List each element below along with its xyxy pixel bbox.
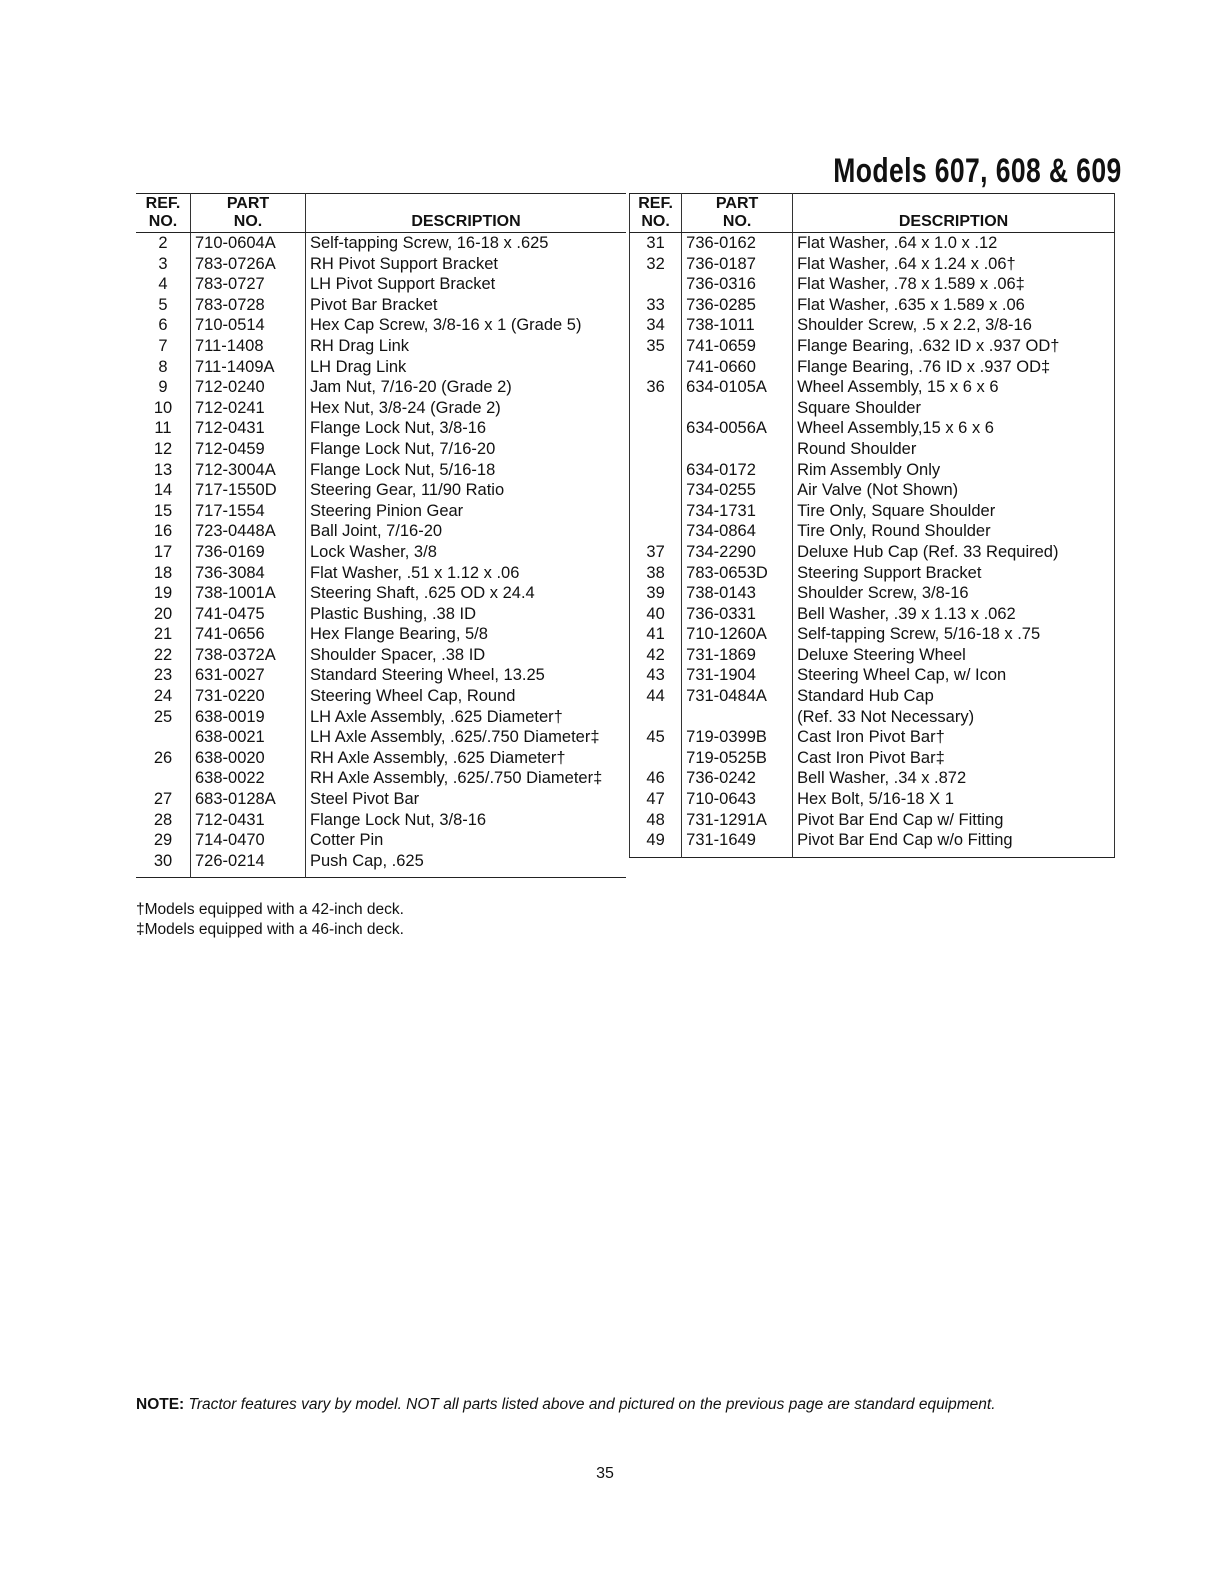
- part-no-cell: 712-3004A: [191, 460, 306, 481]
- description-cell: Deluxe Steering Wheel: [797, 645, 966, 664]
- ref-no-cell: 19: [136, 583, 191, 604]
- description-cell: Flat Washer, .78 x 1.589 x .06‡: [797, 275, 1025, 294]
- part-no-cell: 738-0143: [682, 583, 793, 604]
- part-no-cell: 731-0220: [191, 686, 306, 707]
- ref-no-cell: [136, 727, 191, 748]
- description-header: DESCRIPTION: [793, 194, 1115, 233]
- description-cell: Flange Lock Nut, 5/16-18: [310, 460, 496, 479]
- note-label: NOTE:: [136, 1396, 185, 1413]
- table-row: [630, 810, 1115, 831]
- part-no-cell: 710-1260A: [682, 624, 793, 645]
- part-no-cell: 711-1408: [191, 336, 306, 357]
- ref-no-cell: 28: [136, 810, 191, 831]
- description-cell: Steering Pinion Gear: [310, 501, 464, 520]
- part-no-cell: 738-1011: [682, 315, 793, 336]
- description-cell: Tire Only, Round Shoulder: [797, 522, 991, 541]
- description-cell: Ball Joint, 7/16-20: [310, 522, 443, 541]
- part-no-cell: 736-3084: [191, 563, 306, 584]
- table-row: [630, 768, 1115, 789]
- description-cell: RH Axle Assembly, .625 Diameter†: [310, 748, 566, 767]
- ref-no-cell: [630, 480, 682, 501]
- table-row: [630, 501, 1115, 522]
- description-cell: Square Shoulder: [797, 398, 921, 417]
- table-row: [136, 789, 626, 810]
- ref-no-cell: [630, 439, 682, 460]
- description-cell: Cotter Pin: [310, 831, 384, 850]
- part-no-cell: 736-0331: [682, 604, 793, 625]
- ref-no-cell: 15: [136, 501, 191, 522]
- ref-no-cell: 23: [136, 665, 191, 686]
- ref-no-cell: 25: [136, 707, 191, 728]
- ref-no-cell: 27: [136, 789, 191, 810]
- ref-no-cell: 13: [136, 460, 191, 481]
- description-cell: Hex Bolt, 5/16-18 X 1: [797, 790, 954, 809]
- part-no-cell: [682, 439, 793, 460]
- table-header-row: [630, 194, 1115, 233]
- table-row: [136, 768, 626, 789]
- table-row: [630, 398, 1115, 419]
- part-no-cell: 741-0475: [191, 604, 306, 625]
- footnote-46-inch-deck: ‡Models equipped with a 46-inch deck.: [136, 921, 404, 938]
- part-no-header: PART NO.: [191, 194, 306, 233]
- description-cell: Steering Wheel Cap, Round: [310, 687, 516, 706]
- part-no-cell: 638-0021: [191, 727, 306, 748]
- description-cell: (Ref. 33 Not Necessary): [797, 707, 975, 726]
- table-row: [630, 233, 1115, 254]
- part-no-cell: 738-1001A: [191, 583, 306, 604]
- part-no-cell: 712-0241: [191, 398, 306, 419]
- ref-no-cell: 31: [630, 233, 682, 254]
- ref-no-cell: [136, 768, 191, 789]
- description-cell: Flange Bearing, .632 ID x .937 OD†: [797, 336, 1060, 355]
- description-cell: LH Pivot Support Bracket: [310, 275, 496, 294]
- table-row: [630, 418, 1115, 439]
- page-title: Models 607, 608 & 609: [833, 152, 1122, 190]
- part-no-cell: 736-0316: [682, 274, 793, 295]
- table-row: [136, 377, 626, 398]
- part-no-cell: 683-0128A: [191, 789, 306, 810]
- part-no-cell: 734-1731: [682, 501, 793, 522]
- table-row: [630, 830, 1115, 857]
- part-no-cell: 731-0484A: [682, 686, 793, 707]
- part-no-cell: 638-0022: [191, 768, 306, 789]
- part-no-cell: 734-0255: [682, 480, 793, 501]
- ref-no-cell: 32: [630, 254, 682, 275]
- ref-no-cell: 48: [630, 810, 682, 831]
- ref-no-cell: 37: [630, 542, 682, 563]
- part-no-cell: 710-0643: [682, 789, 793, 810]
- ref-no-cell: 18: [136, 563, 191, 584]
- part-no-cell: 711-1409A: [191, 357, 306, 378]
- table-row: [630, 563, 1115, 584]
- table-row: [136, 748, 626, 769]
- table-row: [630, 521, 1115, 542]
- description-cell: Air Valve (Not Shown): [797, 481, 959, 500]
- table-row: [630, 460, 1115, 481]
- table-row: [136, 624, 626, 645]
- description-cell: Push Cap, .625: [310, 851, 424, 870]
- footnotes: [136, 900, 404, 940]
- part-no-cell: 710-0514: [191, 315, 306, 336]
- part-no-cell: 783-0653D: [682, 563, 793, 584]
- ref-no-cell: 7: [136, 336, 191, 357]
- ref-no-cell: 9: [136, 377, 191, 398]
- ref-no-header: REF. NO.: [630, 194, 682, 233]
- ref-no-cell: 10: [136, 398, 191, 419]
- table-row: [136, 336, 626, 357]
- part-no-cell: 634-0056A: [682, 418, 793, 439]
- table-row: [136, 830, 626, 851]
- table-row: [630, 357, 1115, 378]
- description-cell: Pivot Bar Bracket: [310, 295, 438, 314]
- table-row: [136, 727, 626, 748]
- footnote-42-inch-deck: †Models equipped with a 42-inch deck.: [136, 901, 404, 918]
- table-row: [136, 810, 626, 831]
- description-cell: Deluxe Hub Cap (Ref. 33 Required): [797, 542, 1059, 561]
- equipment-note: [136, 1396, 996, 1414]
- description-cell: Shoulder Screw, 3/8-16: [797, 584, 969, 603]
- description-cell: Round Shoulder: [797, 439, 917, 458]
- ref-no-cell: 21: [136, 624, 191, 645]
- description-cell: Flat Washer, .635 x 1.589 x .06: [797, 295, 1025, 314]
- ref-no-cell: 38: [630, 563, 682, 584]
- part-no-cell: 631-0027: [191, 665, 306, 686]
- description-header: DESCRIPTION: [306, 194, 627, 233]
- part-no-cell: 634-0105A: [682, 377, 793, 398]
- part-no-header: PART NO.: [682, 194, 793, 233]
- table-row: [136, 604, 626, 625]
- ref-no-cell: 46: [630, 768, 682, 789]
- part-no-cell: 714-0470: [191, 830, 306, 851]
- part-no-cell: 731-1649: [682, 830, 793, 857]
- ref-no-cell: 44: [630, 686, 682, 707]
- part-no-cell: 731-1869: [682, 645, 793, 666]
- ref-no-cell: [630, 521, 682, 542]
- part-no-cell: 731-1291A: [682, 810, 793, 831]
- table-row: [136, 295, 626, 316]
- table-row: [630, 789, 1115, 810]
- note-text: Tractor features vary by model. NOT all parts listed above and pictured on the previous page are standard equipment.: [188, 1396, 996, 1413]
- description-cell: Cast Iron Pivot Bar‡: [797, 748, 945, 767]
- ref-no-cell: 12: [136, 439, 191, 460]
- part-no-cell: 634-0172: [682, 460, 793, 481]
- description-cell: Flange Lock Nut, 7/16-20: [310, 439, 496, 458]
- ref-no-cell: 3: [136, 254, 191, 275]
- ref-no-cell: 20: [136, 604, 191, 625]
- table-row: [136, 254, 626, 275]
- description-cell: LH Axle Assembly, .625 Diameter†: [310, 707, 563, 726]
- description-cell: Jam Nut, 7/16-20 (Grade 2): [310, 378, 512, 397]
- description-cell: Flange Lock Nut, 3/8-16: [310, 810, 487, 829]
- table-row: [136, 315, 626, 336]
- description-cell: Self-tapping Screw, 5/16-18 x .75: [797, 625, 1041, 644]
- description-cell: Cast Iron Pivot Bar†: [797, 728, 945, 747]
- parts-table-right: [629, 193, 1115, 858]
- table-row: [136, 357, 626, 378]
- ref-no-cell: 43: [630, 665, 682, 686]
- part-no-cell: 712-0431: [191, 810, 306, 831]
- part-no-cell: 736-0169: [191, 542, 306, 563]
- table-row: [630, 295, 1115, 316]
- description-cell: Self-tapping Screw, 16-18 x .625: [310, 234, 549, 252]
- description-cell: Steering Support Bracket: [797, 563, 982, 582]
- description-cell: Pivot Bar End Cap w/ Fitting: [797, 810, 1004, 829]
- ref-no-cell: 8: [136, 357, 191, 378]
- table-row: [136, 274, 626, 295]
- part-no-cell: 717-1554: [191, 501, 306, 522]
- part-no-cell: 741-0659: [682, 336, 793, 357]
- ref-no-cell: 29: [136, 830, 191, 851]
- table-row: [630, 315, 1115, 336]
- table-row: [630, 665, 1115, 686]
- table-row: [630, 377, 1115, 398]
- description-cell: Tire Only, Square Shoulder: [797, 501, 996, 520]
- part-no-cell: 638-0020: [191, 748, 306, 769]
- parts-table-left: [136, 193, 626, 878]
- part-no-cell: [682, 398, 793, 419]
- ref-no-cell: 36: [630, 377, 682, 398]
- table-row: [630, 583, 1115, 604]
- description-cell: Flat Washer, .51 x 1.12 x .06: [310, 563, 520, 582]
- ref-no-cell: 22: [136, 645, 191, 666]
- table-row: [630, 274, 1115, 295]
- ref-no-cell: [630, 357, 682, 378]
- ref-no-cell: 17: [136, 542, 191, 563]
- part-no-cell: 712-0240: [191, 377, 306, 398]
- ref-no-cell: [630, 398, 682, 419]
- description-cell: Lock Washer, 3/8: [310, 542, 437, 561]
- table-row: [630, 336, 1115, 357]
- description-cell: Rim Assembly Only: [797, 460, 941, 479]
- part-no-cell: 726-0214: [191, 851, 306, 878]
- ref-no-cell: 35: [630, 336, 682, 357]
- table-row: [136, 563, 626, 584]
- table-row: [630, 748, 1115, 769]
- part-no-cell: 734-2290: [682, 542, 793, 563]
- part-no-cell: 741-0660: [682, 357, 793, 378]
- ref-no-cell: 34: [630, 315, 682, 336]
- description-cell: Pivot Bar End Cap w/o Fitting: [797, 831, 1013, 850]
- part-no-cell: 736-0242: [682, 768, 793, 789]
- part-no-cell: 719-0525B: [682, 748, 793, 769]
- description-cell: Steering Shaft, .625 OD x 24.4: [310, 584, 535, 603]
- ref-no-cell: 49: [630, 830, 682, 857]
- part-no-cell: 734-0864: [682, 521, 793, 542]
- ref-no-cell: [630, 501, 682, 522]
- ref-no-cell: [630, 460, 682, 481]
- ref-no-cell: 11: [136, 418, 191, 439]
- table-row: [136, 542, 626, 563]
- table-row: [136, 665, 626, 686]
- table-row: [630, 707, 1115, 728]
- ref-no-header: REF. NO.: [136, 194, 191, 233]
- description-cell: RH Drag Link: [310, 336, 410, 355]
- ref-no-cell: 16: [136, 521, 191, 542]
- description-cell: Flat Washer, .64 x 1.24 x .06†: [797, 254, 1016, 273]
- table-row: [136, 707, 626, 728]
- ref-no-cell: 30: [136, 851, 191, 878]
- ref-no-cell: 41: [630, 624, 682, 645]
- description-cell: Hex Cap Screw, 3/8-16 x 1 (Grade 5): [310, 316, 582, 335]
- table-row: [136, 686, 626, 707]
- ref-no-cell: 5: [136, 295, 191, 316]
- table-row: [136, 480, 626, 501]
- ref-no-cell: 39: [630, 583, 682, 604]
- part-no-cell: 710-0604A: [191, 233, 306, 254]
- ref-no-cell: [630, 707, 682, 728]
- description-cell: Shoulder Screw, .5 x 2.2, 3/8-16: [797, 316, 1032, 335]
- table-row: [136, 521, 626, 542]
- description-cell: Wheel Assembly,15 x 6 x 6: [797, 419, 994, 438]
- table-row: [136, 398, 626, 419]
- table-row: [136, 501, 626, 522]
- part-no-cell: 723-0448A: [191, 521, 306, 542]
- table-header-row: [136, 194, 626, 233]
- description-cell: Flat Washer, .64 x 1.0 x .12: [797, 234, 998, 252]
- table-row: [630, 254, 1115, 275]
- description-cell: Hex Nut, 3/8-24 (Grade 2): [310, 398, 501, 417]
- ref-no-cell: 40: [630, 604, 682, 625]
- table-row: [136, 418, 626, 439]
- ref-no-cell: 24: [136, 686, 191, 707]
- description-cell: Hex Flange Bearing, 5/8: [310, 625, 488, 644]
- part-no-cell: 731-1904: [682, 665, 793, 686]
- part-no-cell: 783-0728: [191, 295, 306, 316]
- table-row: [136, 645, 626, 666]
- description-cell: Bell Washer, .34 x .872: [797, 769, 967, 788]
- description-cell: Flange Bearing, .76 ID x .937 OD‡: [797, 357, 1051, 376]
- ref-no-cell: 14: [136, 480, 191, 501]
- table-row: [630, 542, 1115, 563]
- description-cell: Standard Steering Wheel, 13.25: [310, 666, 545, 685]
- ref-no-cell: [630, 748, 682, 769]
- description-cell: Standard Hub Cap: [797, 687, 934, 706]
- table-row: [630, 624, 1115, 645]
- ref-no-cell: [630, 274, 682, 295]
- table-row: [630, 645, 1115, 666]
- table-row: [630, 604, 1115, 625]
- description-cell: Bell Washer, .39 x 1.13 x .062: [797, 604, 1016, 623]
- part-no-cell: 719-0399B: [682, 727, 793, 748]
- ref-no-cell: 26: [136, 748, 191, 769]
- description-cell: RH Axle Assembly, .625/.750 Diameter‡: [310, 769, 603, 788]
- description-cell: Steering Gear, 11/90 Ratio: [310, 481, 505, 500]
- part-no-cell: 712-0459: [191, 439, 306, 460]
- description-cell: Steering Wheel Cap, w/ Icon: [797, 666, 1007, 685]
- ref-no-cell: 2: [136, 233, 191, 254]
- table-row: [630, 686, 1115, 707]
- page-number: 35: [596, 1465, 614, 1482]
- description-cell: LH Axle Assembly, .625/.750 Diameter‡: [310, 728, 600, 747]
- table-row: [630, 480, 1115, 501]
- ref-no-cell: 47: [630, 789, 682, 810]
- description-cell: Plastic Bushing, .38 ID: [310, 604, 476, 623]
- part-no-cell: 783-0727: [191, 274, 306, 295]
- part-no-cell: 736-0162: [682, 233, 793, 254]
- ref-no-cell: [630, 418, 682, 439]
- table-row: [136, 851, 626, 878]
- part-no-cell: 736-0285: [682, 295, 793, 316]
- description-cell: Steel Pivot Bar: [310, 790, 420, 809]
- ref-no-cell: 4: [136, 274, 191, 295]
- ref-no-cell: 6: [136, 315, 191, 336]
- part-no-cell: 736-0187: [682, 254, 793, 275]
- description-cell: Flange Lock Nut, 3/8-16: [310, 419, 487, 438]
- table-row: [136, 460, 626, 481]
- description-cell: RH Pivot Support Bracket: [310, 254, 498, 273]
- table-row: [630, 727, 1115, 748]
- part-no-cell: 712-0431: [191, 418, 306, 439]
- ref-no-cell: 33: [630, 295, 682, 316]
- part-no-cell: 783-0726A: [191, 254, 306, 275]
- table-row: [136, 583, 626, 604]
- table-row: [136, 233, 626, 254]
- ref-no-cell: 45: [630, 727, 682, 748]
- table-row: [136, 439, 626, 460]
- description-cell: Shoulder Spacer, .38 ID: [310, 645, 486, 664]
- description-cell: Wheel Assembly, 15 x 6 x 6: [797, 378, 999, 397]
- part-no-cell: 738-0372A: [191, 645, 306, 666]
- part-no-cell: 717-1550D: [191, 480, 306, 501]
- ref-no-cell: 42: [630, 645, 682, 666]
- description-cell: LH Drag Link: [310, 357, 407, 376]
- part-no-cell: 638-0019: [191, 707, 306, 728]
- table-row: [630, 439, 1115, 460]
- part-no-cell: [682, 707, 793, 728]
- part-no-cell: 741-0656: [191, 624, 306, 645]
